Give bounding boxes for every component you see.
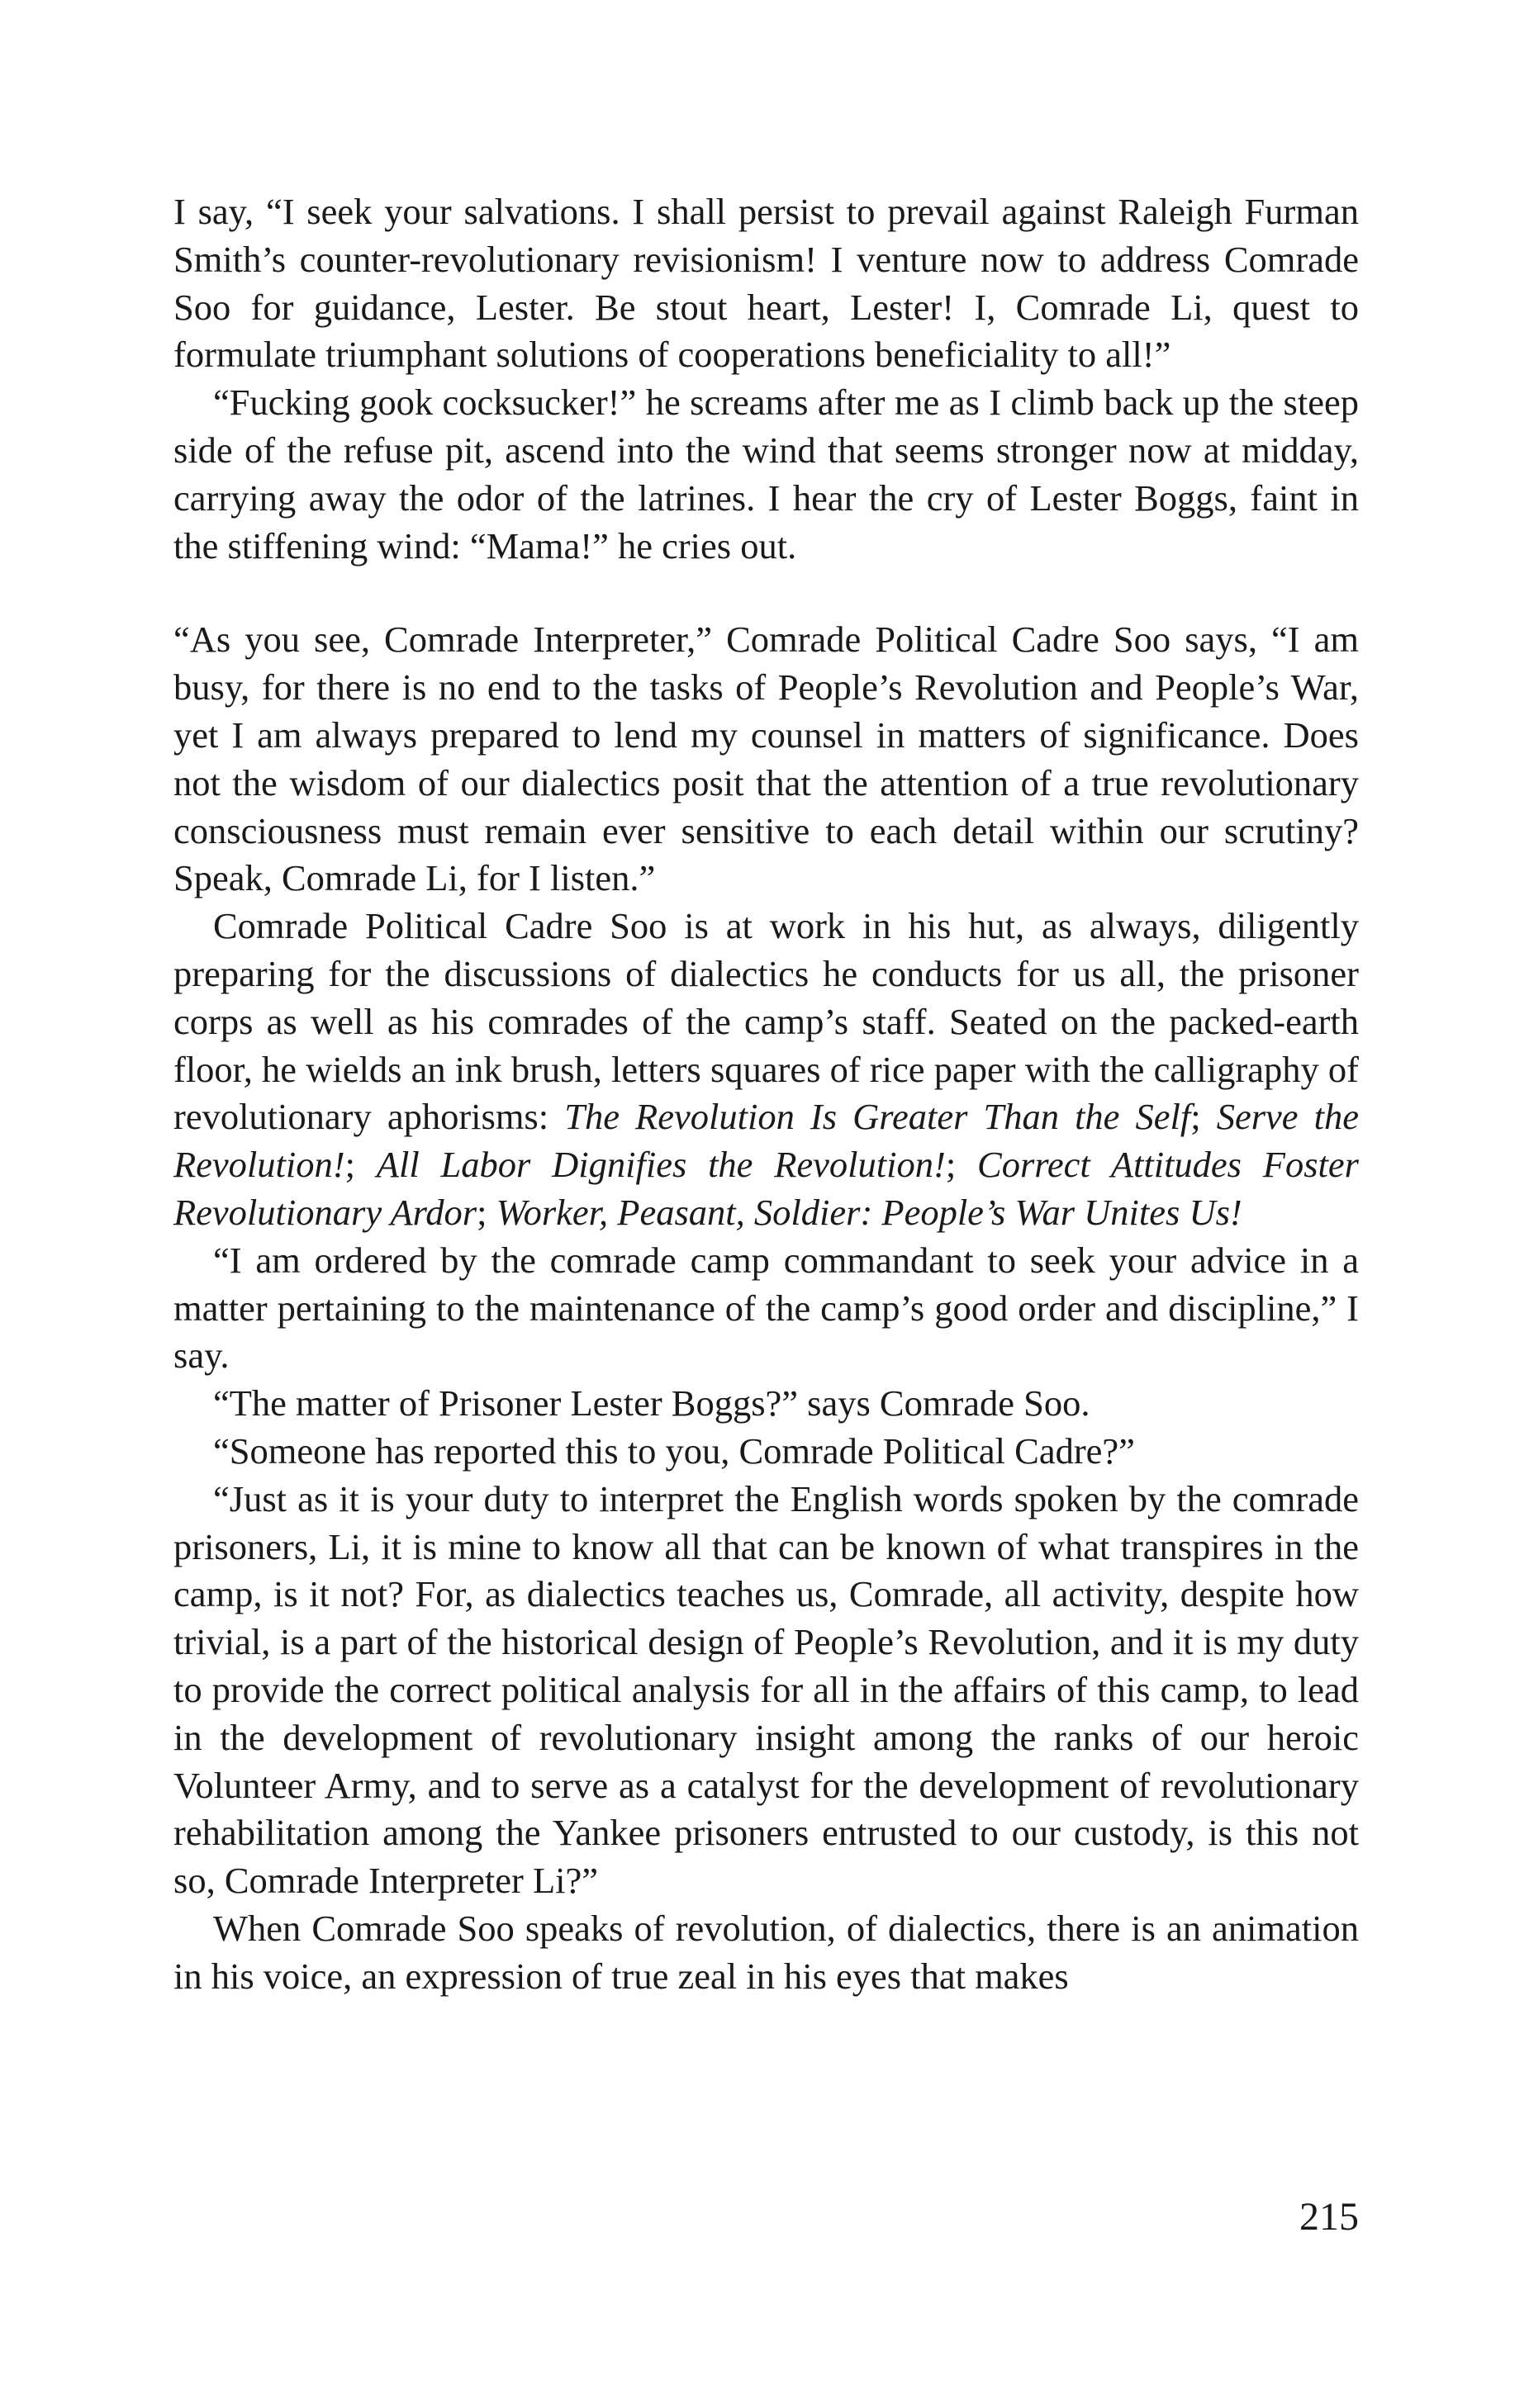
paragraph-refuse-pit: “Fucking gook cocksucker!” he screams after me as I climb back up the steep side of the refuse pit, ascend into the wind that seems stronger now at midday, carrying away the odor of the latrines. I hear the cry of Lester Boggs, faint in the stiffening wind: “Mama!” he cries out. [173, 382, 1359, 566]
aphorism-4: Correct Attitudes Foster Revolutionary Ardor [173, 1144, 1359, 1233]
aphorism-3: All Labor Dignifies the Revolution! [376, 1144, 946, 1186]
paragraph-comrade-interpreter: “As you see, Comrade Interpreter,” Comrade Political Cadre Soo says, “I am busy, for there is no end to the tasks of People’s Revolution and People’s War, yet I am always prepared to lend my counsel in matters of significance. Does not the wisdom of our dialectics posit that the attention of a true revolutionary consciousness must remain ever sensitive to each detail within our scrutiny? Speak, Comrade Li, for I listen.” [173, 619, 1359, 899]
paragraph-salvations: I say, “I seek your salvations. I shall persist to prevail against Raleigh Furman Smith’s counter-revolutionary revisionism! I venture now to address Comrade Soo for guidance, Lester. Be stout heart, Lester! I, Comrade Li, quest to formulate triumphant solutions of cooperations beneficiality to all!” [173, 191, 1359, 376]
paragraph-ordered-by-commandant: “I am ordered by the comrade camp commandant to seek your advice in a matter pertaining to the maintenance of the camp’s good order and discipline,” I say. [173, 1239, 1359, 1377]
paragraph-someone-reported: “Someone has reported this to you, Comrade Political Cadre?” [213, 1429, 1135, 1472]
aphorism-2: Serve the Revolution! [173, 1096, 1360, 1186]
paragraph-speaks-of-revolution: When Comrade Soo speaks of revolution, of dialectics, there is an animation in his voice, an expression of true zeal in his eyes that makes [173, 1907, 1359, 1997]
section-break [173, 570, 1359, 616]
book-page [173, 188, 1359, 2000]
aphorism-5: Worker, Peasant, Soldier: People’s War Unites Us! [496, 1191, 1242, 1233]
paragraph-duty-to-interpret: “Just as it is your duty to interpret the English words spoken by the comrade prisoners, Li, it is mine to know all that can be known of what transpires in the camp, is it not? For, as dialectics teaches us, Comrade, all activity, despite how trivial, is a part of the historical design of People’s Revolution, and it is my duty to provide the correct political analysis for all in the affairs of this camp, to lead in the development of revolutionary insight among the ranks of our heroic Volunteer Army, and to serve as a catalyst for the development of revolutionary rehabilitation among the Yankee prisoners entrusted to our custody, is this not so, Comrade Interpreter Li?” [173, 1477, 1359, 1902]
paragraph-matter-of-boggs: “The matter of Prisoner Lester Boggs?” says Comrade Soo. [213, 1382, 1090, 1424]
paragraph-hut-aphorisms: Comrade Political Cadre Soo is at work in his hut, as always, diligently preparing for the discussions of dialectics he conducts for us all, the prisoner corps as well as his comrades of the camp’s staff. Seated on the packed-earth floor, he wields an ink brush, letters squares of rice paper with the calligraphy of revolutionary aphorisms: The Revolution Is Greater Than the Self; Serve the Revolution!; All Labor Dignifies the Revolution!; Correct Attitudes Foster Revolutionary Ardor; Worker, Peasant, Soldier: People’s War Unites Us! [173, 905, 1360, 1233]
hut-description: Comrade Political Cadre Soo is at work in his hut, as always, diligently preparing for the discussions of dialectics he conducts for us all, the prisoner corps as well as his comrades of the camp’s staff. Seated on the packed-earth floor, he wields an ink brush, letters squares of rice paper with the calligraphy of revolutionary aphorisms: [173, 905, 1359, 1138]
aphorism-1: The Revolution Is Greater Than the Self [564, 1096, 1191, 1138]
page-number: 215 [1299, 2195, 1359, 2239]
